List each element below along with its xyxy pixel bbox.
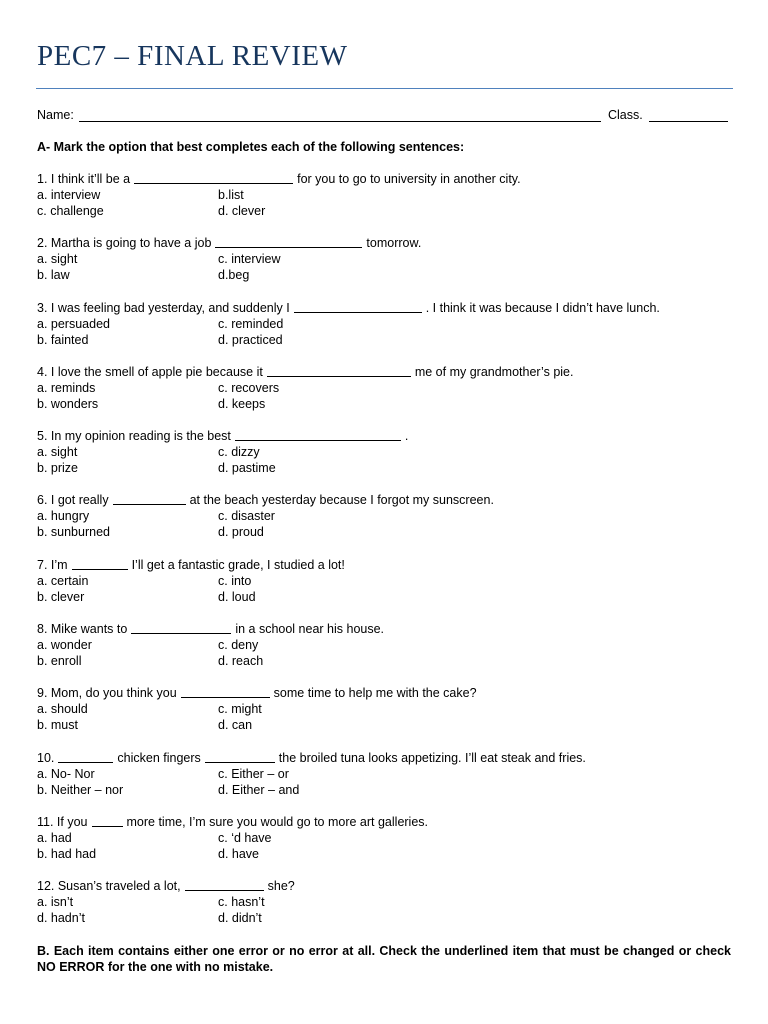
question-stem xyxy=(37,750,731,766)
answer-option[interactable]: c. disaster xyxy=(218,509,275,524)
question-text-after: tomorrow. xyxy=(366,236,422,251)
answer-blank[interactable] xyxy=(205,762,275,763)
answer-blank[interactable] xyxy=(113,504,186,505)
answer-options xyxy=(37,380,731,412)
question-stem xyxy=(37,685,731,701)
answer-option[interactable]: d. Either – and xyxy=(218,782,300,797)
question-text-after: . xyxy=(404,429,409,444)
question-item xyxy=(37,235,731,299)
answer-options xyxy=(37,573,731,605)
answer-blank[interactable] xyxy=(72,569,128,570)
answer-option[interactable]: c. Either – or xyxy=(218,766,289,781)
answer-options xyxy=(37,894,731,926)
answer-blank[interactable] xyxy=(215,247,362,248)
answer-option[interactable]: b. fainted xyxy=(37,332,89,347)
answer-option[interactable]: c. might xyxy=(218,702,262,717)
question-stem xyxy=(37,621,731,637)
answer-options xyxy=(37,251,731,283)
question-text-before: 1. I think it’ll be a xyxy=(37,172,131,186)
answer-options xyxy=(37,187,731,219)
answer-option[interactable]: d. didn’t xyxy=(218,911,262,926)
answer-options xyxy=(37,508,731,540)
question-stem xyxy=(37,235,731,251)
question-text-before: 10. xyxy=(37,750,55,765)
answer-option[interactable]: a. reminds xyxy=(37,380,96,395)
answer-option[interactable]: a. had xyxy=(37,830,72,845)
question-text-before: 7. I’m xyxy=(37,557,68,572)
answer-option[interactable]: a. certain xyxy=(37,573,89,588)
question-text-after: she? xyxy=(267,879,295,894)
question-text-before: 9. Mom, do you think you xyxy=(37,686,177,701)
answer-option[interactable]: b. enroll xyxy=(37,654,82,669)
question-item xyxy=(37,814,731,878)
answer-blank[interactable] xyxy=(267,376,411,377)
answer-option[interactable]: b.list xyxy=(218,188,244,202)
question-text-after: I’ll get a fantastic grade, I studied a lot! xyxy=(131,557,345,572)
question-text-after: me of my grandmother’s pie. xyxy=(414,364,574,379)
question-text-before: 5. In my opinion reading is the best xyxy=(37,429,231,444)
question-item xyxy=(37,300,731,364)
answer-blank[interactable] xyxy=(131,633,231,634)
answer-option[interactable]: b. Neither – nor xyxy=(37,782,124,797)
page-title: PEC7 – FINAL REVIEW xyxy=(37,40,348,72)
question-item xyxy=(37,621,731,685)
question-stem xyxy=(37,364,731,380)
answer-option[interactable]: c. reminded xyxy=(218,316,284,331)
answer-option[interactable]: b. law xyxy=(37,268,70,283)
answer-blank[interactable] xyxy=(92,826,123,827)
question-text-after: the broiled tuna looks appetizing. I’ll eat steak and fries. xyxy=(278,750,586,765)
answer-options xyxy=(37,444,731,476)
class-blank[interactable] xyxy=(649,121,728,122)
answer-option[interactable]: a. wonder xyxy=(37,638,92,653)
answer-option[interactable]: a. interview xyxy=(37,188,101,202)
answer-option[interactable]: a. No- Nor xyxy=(37,766,95,781)
answer-options xyxy=(37,637,731,669)
answer-option[interactable]: d. hadn’t xyxy=(37,911,85,926)
answer-options xyxy=(37,830,731,862)
answer-blank[interactable] xyxy=(235,440,401,441)
question-item xyxy=(37,364,731,428)
question-item xyxy=(37,492,731,556)
answer-blank[interactable] xyxy=(134,183,293,184)
answer-option[interactable]: a. sight xyxy=(37,445,78,460)
question-item xyxy=(37,557,731,621)
question-text-after: in a school near his house. xyxy=(235,622,385,637)
answer-options xyxy=(37,701,731,733)
question-text-after: more time, I’m sure you would go to more art galleries. xyxy=(126,814,429,829)
question-item xyxy=(37,685,731,749)
answer-option[interactable]: d. reach xyxy=(218,654,264,669)
answer-blank[interactable] xyxy=(181,697,270,698)
answer-option[interactable]: a. should xyxy=(37,702,88,717)
answer-option[interactable]: c. recovers xyxy=(218,380,280,395)
answer-option[interactable]: c. into xyxy=(218,573,252,588)
answer-option[interactable]: d. loud xyxy=(218,589,256,604)
name-label: Name: xyxy=(37,108,74,122)
answer-option[interactable]: a. isn’t xyxy=(37,895,74,910)
section-b-instructions: B. Each item contains either one error or no error at all. Check the underlined item that must be changed or check NO ERROR for the one with no mistake. xyxy=(37,944,731,974)
header-fields xyxy=(37,107,731,123)
answer-blank[interactable] xyxy=(58,762,113,763)
answer-option[interactable]: b. clever xyxy=(37,589,85,604)
answer-option[interactable]: a. persuaded xyxy=(37,316,110,331)
question-stem xyxy=(37,171,731,187)
answer-option[interactable]: d. proud xyxy=(218,525,264,540)
question-text-before: 12. Susan’s traveled a lot, xyxy=(37,879,181,894)
question-text-middle: chicken fingers xyxy=(117,750,201,765)
question-item xyxy=(37,428,731,492)
answer-option[interactable]: b. prize xyxy=(37,461,78,476)
answer-option[interactable]: c. dizzy xyxy=(218,445,260,460)
class-label: Class. xyxy=(608,108,643,122)
question-item xyxy=(37,171,731,235)
answer-option[interactable]: d. have xyxy=(218,846,260,861)
question-item xyxy=(37,878,731,942)
question-text-after: for you to go to university in another city. xyxy=(297,172,521,186)
question-text-after: . I think it was because I didn’t have lunch. xyxy=(425,300,660,315)
answer-option[interactable]: c. interview xyxy=(218,252,281,267)
answer-option[interactable]: d.beg xyxy=(218,268,250,283)
answer-option[interactable]: c. challenge xyxy=(37,204,104,218)
answer-option[interactable]: b. must xyxy=(37,718,78,733)
question-stem xyxy=(37,557,731,573)
answer-option[interactable]: d. can xyxy=(218,718,253,733)
question-text-after: some time to help me with the cake? xyxy=(273,686,477,701)
answer-option[interactable]: d. practiced xyxy=(218,332,283,347)
question-item xyxy=(37,750,731,814)
question-text-before: 11. If you xyxy=(37,814,88,829)
question-stem xyxy=(37,428,731,444)
answer-option[interactable]: a. hungry xyxy=(37,509,90,524)
answer-blank[interactable] xyxy=(294,312,422,313)
question-stem xyxy=(37,492,731,508)
answer-option[interactable]: c. ‘d have xyxy=(218,830,272,845)
answer-option[interactable]: d. clever xyxy=(218,204,266,218)
question-stem xyxy=(37,878,731,894)
question-text-before: 3. I was feeling bad yesterday, and suddenly I xyxy=(37,300,290,315)
answer-options xyxy=(37,316,731,348)
answer-option[interactable]: b. wonders xyxy=(37,396,99,411)
question-stem xyxy=(37,300,731,316)
question-list xyxy=(37,171,731,943)
section-a-instructions: A- Mark the option that best completes each of the following sentences: xyxy=(37,140,465,154)
name-blank[interactable] xyxy=(79,121,601,122)
question-text-before: 2. Martha is going to have a job xyxy=(37,236,212,251)
answer-option[interactable]: c. deny xyxy=(218,638,259,653)
question-stem xyxy=(37,814,731,830)
answer-options xyxy=(37,766,731,798)
question-text-before: 4. I love the smell of apple pie because it xyxy=(37,364,263,379)
question-text-before: 8. Mike wants to xyxy=(37,622,128,637)
answer-option[interactable]: b. sunburned xyxy=(37,525,110,540)
answer-option[interactable]: b. had had xyxy=(37,846,97,861)
question-text-after: at the beach yesterday because I forgot my sunscreen. xyxy=(189,493,494,508)
question-text-before: 6. I got really xyxy=(37,493,109,508)
answer-blank[interactable] xyxy=(185,890,264,891)
answer-option[interactable]: c. hasn’t xyxy=(218,895,265,910)
answer-option[interactable]: d. pastime xyxy=(218,461,276,476)
answer-option[interactable]: a. sight xyxy=(37,252,78,267)
title-divider xyxy=(36,88,733,89)
answer-option[interactable]: d. keeps xyxy=(218,396,266,411)
